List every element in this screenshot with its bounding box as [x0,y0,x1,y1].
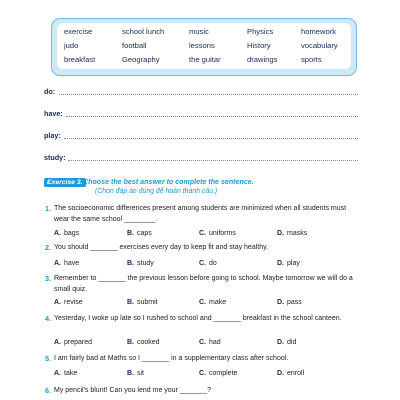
option-d[interactable] [277,370,304,377]
answer-line[interactable] [64,138,358,139]
option-letter: B. [127,299,134,306]
option-letter: C. [199,339,206,346]
option-letter: A. [54,370,61,377]
fill-line-label: do: [44,87,56,96]
option-b[interactable] [127,370,144,377]
option-b[interactable] [127,299,158,306]
question-text: I am fairly bad at Maths so I _______ in a supplementary class after school. [54,355,289,362]
option-letter: D. [277,260,284,267]
option-text: sit [137,370,144,377]
question-number: 6. [45,386,51,395]
word: Physics [247,27,274,36]
option-text: enroll [287,370,305,377]
option-letter: A. [54,230,61,237]
option-letter: C. [199,299,206,306]
option-text: revise [64,299,83,306]
question-text: Yesterday, I woke up late so I rushed to school and _______ breakfast in the school canteen. [54,315,342,322]
question-text: My pencil's blunt! Can you lend me your _______? [54,387,211,394]
option-letter: D. [277,230,284,237]
option-letter: C. [199,370,206,377]
word: exercise [64,27,93,36]
option-text: caps [137,230,152,237]
fill-line-study [44,153,358,163]
fill-line-have [44,109,358,119]
option-a[interactable] [54,339,92,346]
option-text: bags [64,230,80,237]
word: judo [64,41,79,50]
option-d[interactable] [277,339,296,346]
word: History [247,41,271,50]
option-text: had [209,339,221,346]
word: music [189,27,209,36]
option-letter: B. [127,370,134,377]
option-letter: D. [277,299,284,306]
option-b[interactable] [127,230,152,237]
question-text: You should _______ exercises every day to keep fit and stay healthy. [54,244,269,251]
option-letter: A. [54,339,61,346]
option-c[interactable] [199,230,236,237]
option-a[interactable] [54,230,79,237]
option-c[interactable] [199,339,221,346]
word: sports [301,55,322,64]
option-text: complete [209,370,238,377]
option-text: make [209,299,227,306]
question-number: 2. [45,243,51,252]
option-c[interactable] [199,260,217,267]
option-letter: C. [199,230,206,237]
word: vocabulary [301,41,338,50]
question-number: 4. [45,314,51,323]
option-text: do [209,260,217,267]
option-text: prepared [64,339,93,346]
option-letter: D. [277,339,284,346]
option-letter: D. [277,370,284,377]
option-text: did [287,339,297,346]
word: Geography [122,55,160,64]
option-text: study [137,260,154,267]
option-text: uniforms [209,230,236,237]
option-b[interactable] [127,260,154,267]
question-number: 3. [45,274,51,283]
word-box-inner [57,23,351,69]
option-letter: B. [127,339,134,346]
exercise-subtitle: (Chọn đáp án đúng để hoàn thành câu.) [95,188,218,195]
word: breakfast [64,55,96,64]
option-d[interactable] [277,230,307,237]
option-text: pass [287,299,302,306]
option-text: submit [137,299,158,306]
answer-line[interactable] [66,116,358,117]
answer-line[interactable] [68,160,358,161]
word-box [51,18,357,76]
option-text: take [64,370,78,377]
option-text: cooked [137,339,160,346]
option-text: have [64,260,80,267]
question-text: Remember to _______ the previous lesson before going to school. Maybe tomorrow we will do a small quiz. [54,275,353,293]
option-letter: A. [54,299,61,306]
fill-line-do [44,87,358,97]
word: drawings [247,55,278,64]
word: football [122,41,147,50]
option-b[interactable] [127,339,160,346]
option-a[interactable] [54,260,79,267]
option-letter: A. [54,260,61,267]
option-letter: B. [127,260,134,267]
word: the guitar [189,55,221,64]
answer-line[interactable] [59,94,358,95]
fill-line-label: have: [44,109,63,118]
exercise-header [44,178,364,200]
option-c[interactable] [199,370,237,377]
option-text: masks [287,230,308,237]
fill-line-label: study: [44,153,66,162]
fill-line-play [44,131,358,141]
word: school lunch [122,27,165,36]
word: lessons [189,41,215,50]
option-letter: B. [127,230,134,237]
option-d[interactable] [277,299,302,306]
option-c[interactable] [199,299,226,306]
option-d[interactable] [277,260,300,267]
option-a[interactable] [54,299,83,306]
option-a[interactable] [54,370,77,377]
option-text: play [287,260,300,267]
word: homework [301,27,337,36]
question-text: The socioeconomic differences present among students are minimized when all students must wear the same school ________. [54,205,347,223]
question-number: 1. [45,204,51,213]
fill-line-label: play: [44,131,61,140]
exercise-title: Choose the best answer to complete the sentence. [83,178,254,186]
exercise-badge: Exercise 3. [44,178,86,187]
option-letter: C. [199,260,206,267]
question-number: 5. [45,354,51,363]
